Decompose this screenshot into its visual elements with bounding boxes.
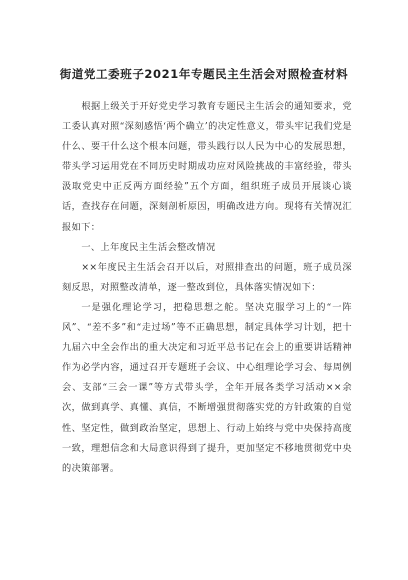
document-body xyxy=(62,97,352,479)
detail-paragraph: 一是强化理论学习，把稳思想之舵。坚决克服学习上的“一阵风”、“差不多”和“走过场”等不正确思想，制定具体学习计划，把十九届六中全会作出的重大决定和习近平总书记在会上的重要讲话精神作为必学内容，通过召开专题班子会议、中心组理论学习会、每周例会、支部“三会一课”等方式带头学，全年开展各类学习活动××余次，做到真学、真懂、真信，不断增强贯彻落实党的方针政策的自觉性、坚定性，做到政治坚定，思想上、行动上始终与党中央保持高度一致，理想信念和大局意识得到了提升，更加坚定不移地贯彻党中央的决策部署。 xyxy=(62,301,352,474)
summary-paragraph: ××年度民主生活会召开以后，对照排查出的问题，班子成员深刻反思，对照整改清单，逐一整改到位，具体落实情况如下： xyxy=(62,261,352,293)
intro-paragraph: 根据上级关于开好党史学习教育专题民主生活会的通知要求，党工委认真对照“深刻感悟‘两个确立’的决定性意义，带头牢记我们党是什么、要干什么这个根本问题，带头践行以人民为中心的发展思想，带头学习运用党在不同历史时期成功应对风险挑战的丰富经验，带头汲取党史中正反两方面经验”五个方面，组织班子成员开展谈心谈话，查找存在问题，深刻剖析原因，明确改进方向。现将有关情况汇报如下： xyxy=(62,101,352,233)
section-heading: 一、上年度民主生活会整改情况 xyxy=(81,241,216,253)
document-title: 街道党工委班子2021年专题民主生活会对照检查材料 xyxy=(59,67,349,81)
